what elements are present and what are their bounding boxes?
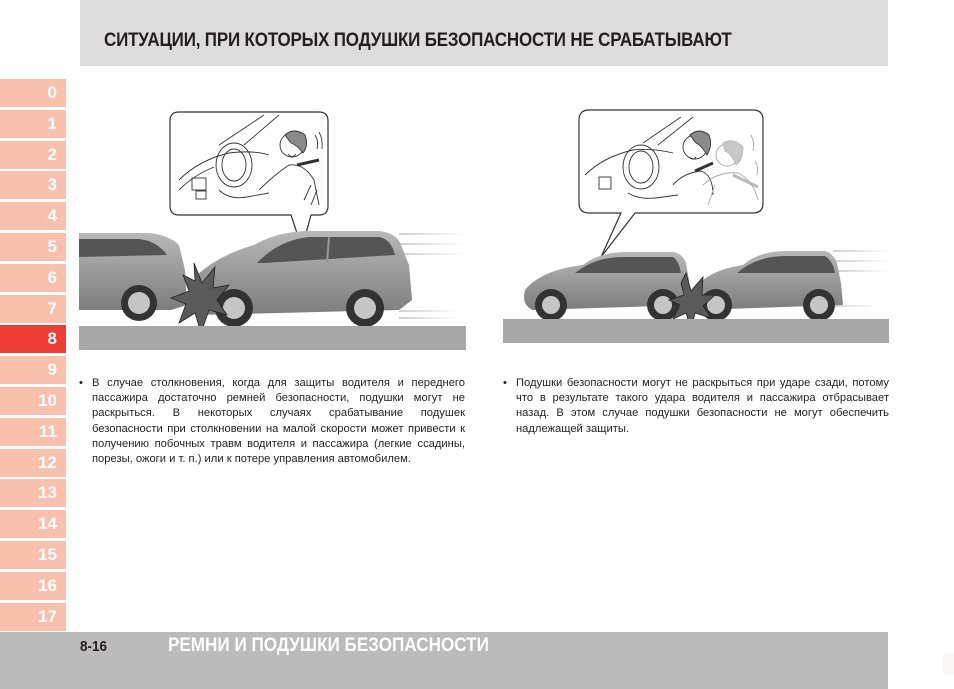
bullet-item	[79, 376, 465, 467]
front-collision-illustration	[79, 105, 466, 350]
bullet-text: Подушки безопасности могут не раскрыться при ударе сзади, потому что в результате такого удара водителя и пассажира отбрасывает назад. В этом случае подушки безопасности не могут обеспечить надлежащей защиты.	[516, 377, 889, 435]
bullet-icon: •	[503, 377, 507, 389]
chapter-tab-10[interactable]: 10	[0, 387, 66, 415]
chapter-tab-13[interactable]: 13	[0, 479, 66, 507]
chapter-tab-4[interactable]: 4	[0, 202, 66, 230]
page-header	[80, 0, 888, 66]
stationary-car-icon	[79, 233, 187, 321]
speech-bubble-icon	[579, 110, 763, 257]
chapter-tab-7[interactable]: 7	[0, 295, 66, 323]
rear-collision-description	[503, 376, 889, 437]
section-title: РЕМНИ И ПОДУШКИ БЕЗОПАСНОСТИ	[168, 635, 489, 656]
chapter-tab-3[interactable]: 3	[0, 171, 66, 199]
page-number: 8-16	[80, 638, 108, 655]
bullet-icon: •	[79, 377, 83, 389]
chapter-tab-17[interactable]: 17	[0, 603, 66, 631]
chapter-tab-1[interactable]: 1	[0, 110, 66, 138]
struck-car-icon	[524, 252, 690, 321]
chapter-tab-0[interactable]: 0	[0, 79, 66, 107]
speech-bubble-icon	[170, 112, 328, 248]
rear-collision-illustration	[503, 105, 889, 343]
chapter-tab-2[interactable]: 2	[0, 141, 66, 169]
moving-car-icon	[693, 251, 843, 321]
moving-car-icon	[197, 231, 412, 327]
chapter-tab-14[interactable]: 14	[0, 510, 66, 538]
corner-mark	[943, 653, 954, 675]
chapter-tab-9[interactable]: 9	[0, 356, 66, 384]
chapter-tab-15[interactable]: 15	[0, 541, 66, 569]
chapter-tab-6[interactable]: 6	[0, 264, 66, 292]
front-collision-description	[79, 376, 465, 467]
road-icon	[79, 326, 466, 350]
bullet-item	[503, 376, 889, 437]
chapter-tab-16[interactable]: 16	[0, 572, 66, 600]
bullet-text: В случае столкновения, когда для защиты водителя и переднего пассажира достаточно ремней безопасности, подушки могут не раскрыться. В некоторых случаях срабатывание подушек безопасности при столкновении на малой скорости может привести к получению побочных травм водителя и пассажира (легкие ссадины, порезы, ожоги и т. п.) или к потере управления автомобилем.	[92, 377, 465, 466]
page-title: СИТУАЦИИ, ПРИ КОТОРЫХ ПОДУШКИ БЕЗОПАСНОСТИ НЕ СРАБАТЫВАЮТ	[104, 29, 732, 51]
chapter-tab-8-active[interactable]: 8	[0, 325, 66, 353]
page-footer	[0, 632, 888, 689]
chapter-tab-12[interactable]: 12	[0, 449, 66, 477]
road-icon	[503, 319, 889, 343]
chapter-tab-11[interactable]: 11	[0, 418, 66, 446]
chapter-tab-5[interactable]: 5	[0, 233, 66, 261]
